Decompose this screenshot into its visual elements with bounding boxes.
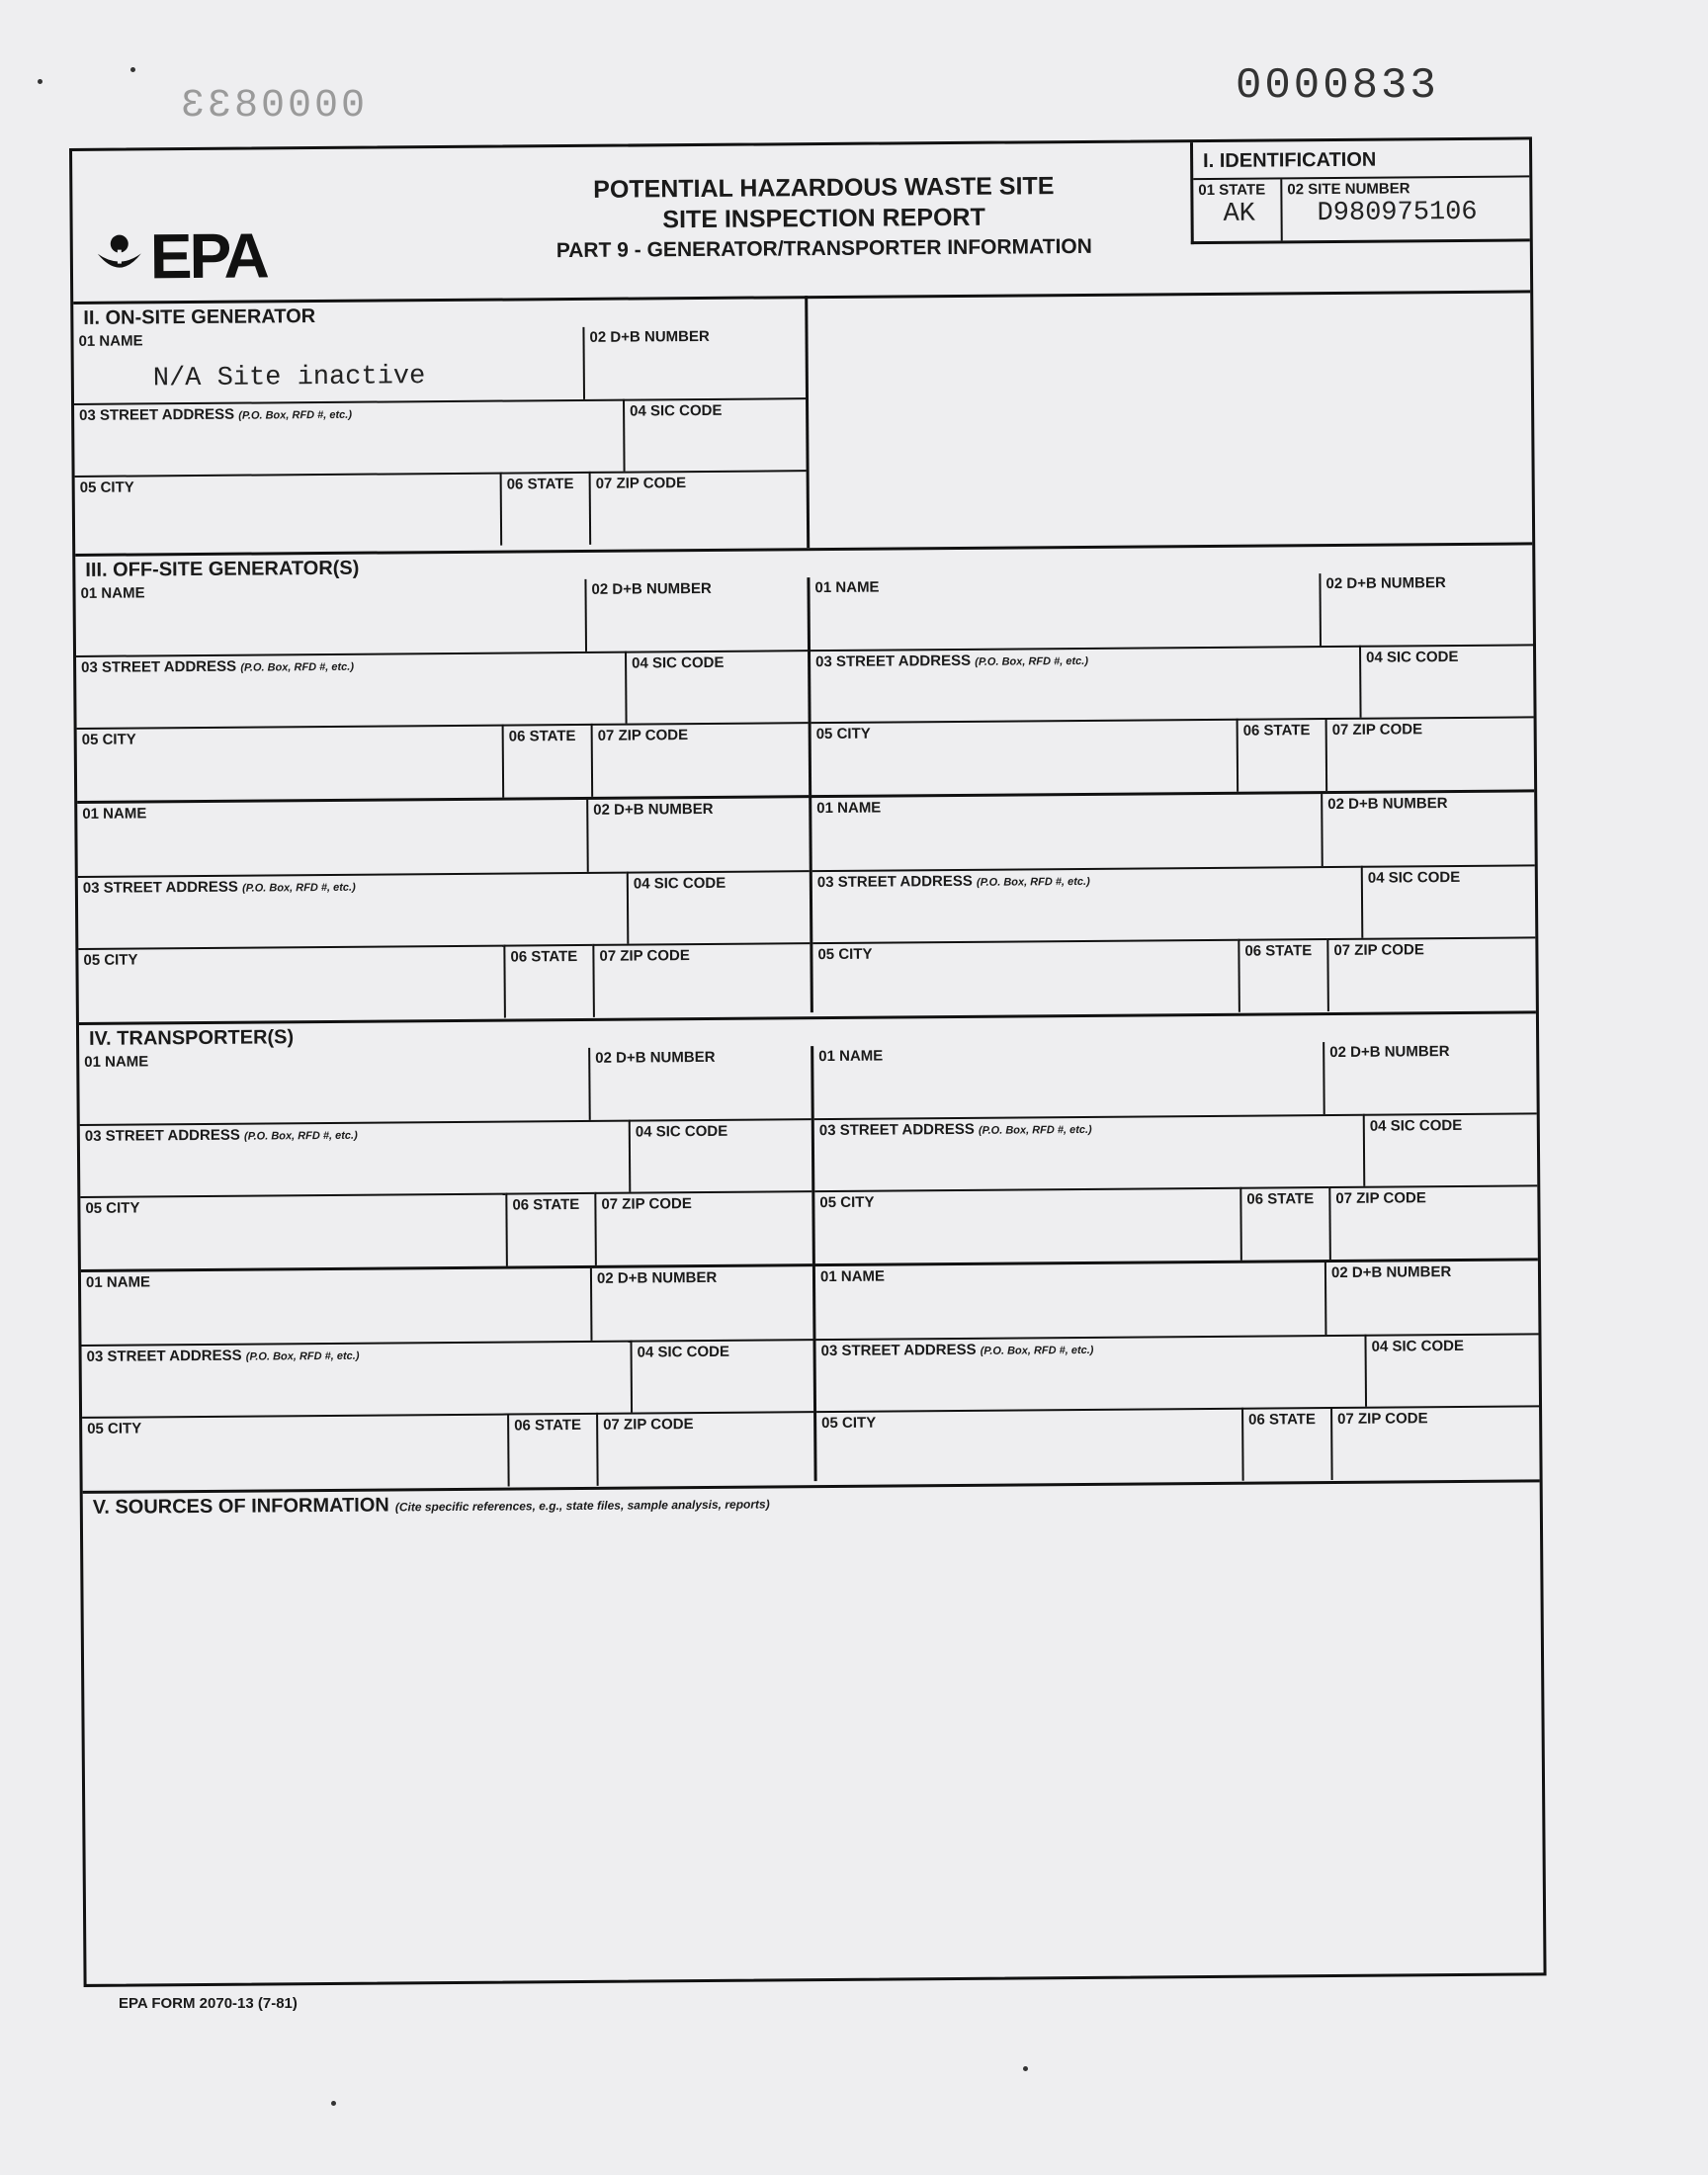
onsite-blank-area <box>805 290 1532 548</box>
city-field[interactable]: 05 CITY <box>82 1414 508 1490</box>
transporter-block <box>811 1040 1538 1263</box>
site-number-label: 02 SITE NUMBER <box>1287 180 1410 199</box>
sic-code-field[interactable]: 04 SIC CODE <box>627 870 811 943</box>
street-address-field[interactable]: 03 STREET ADDRESS (P.O. Box, RFD #, etc.) <box>78 872 628 948</box>
transporter-block <box>79 1046 812 1269</box>
offsite-generator-block <box>809 789 1536 1012</box>
state-field[interactable]: 06 STATE <box>1238 938 1327 1012</box>
zip-code-field[interactable]: 07 ZIP CODE <box>594 1190 812 1265</box>
zip-code-field[interactable]: 07 ZIP CODE <box>589 470 808 545</box>
city-field[interactable]: 05 CITY <box>75 473 501 549</box>
sic-code-field[interactable]: 04 SIC CODE <box>625 650 809 723</box>
transporters-title: IV. TRANSPORTER(S) <box>88 1026 295 1050</box>
name-field[interactable]: 01 NAME <box>80 584 145 602</box>
name-field[interactable]: 01 NAME <box>85 1273 151 1291</box>
name-field[interactable]: 01 NAME <box>816 799 882 818</box>
state-value: AK <box>1223 199 1256 229</box>
dnb-field[interactable]: 02 D+B NUMBER <box>1323 1040 1537 1114</box>
street-address-field[interactable]: 03 STREET ADDRESS (P.O. Box, RFD #, etc.) <box>814 1114 1364 1190</box>
epa-flower-icon <box>95 231 144 281</box>
dnb-field[interactable]: 02 D+B NUMBER <box>586 798 810 872</box>
city-field[interactable]: 05 CITY <box>78 945 504 1021</box>
name-field[interactable]: 01 NAME <box>819 1267 886 1286</box>
faint-mirrored-number: 0000833 <box>178 84 366 129</box>
identification-box <box>1190 139 1530 244</box>
name-field[interactable]: 01 NAME <box>818 1047 884 1066</box>
city-field[interactable]: 05 CITY <box>77 725 503 801</box>
dnb-field[interactable]: 02 D+B NUMBER <box>1319 571 1533 646</box>
street-address-field[interactable]: 03 STREET ADDRESS (P.O. Box, RFD #, etc.) <box>76 652 626 728</box>
sources-of-information-section[interactable] <box>83 1479 1544 1984</box>
state-field[interactable]: 06 STATE <box>1237 718 1326 792</box>
site-number-value: D980975106 <box>1317 197 1478 229</box>
site-number-field[interactable] <box>1282 177 1529 240</box>
onsite-name-value: N/A Site inactive <box>152 362 426 394</box>
offsite-generators-section <box>75 542 1536 1025</box>
speck <box>38 79 43 84</box>
street-address-field[interactable]: 03 STREET ADDRESS (P.O. Box, RFD #, etc.) <box>80 1120 630 1196</box>
offsite-left-column <box>75 577 810 1018</box>
offsite-generator-block <box>77 795 811 1018</box>
dnb-field[interactable]: 02 D+B NUMBER <box>590 1266 813 1341</box>
offsite-right-column <box>807 571 1535 1012</box>
city-field[interactable]: 05 CITY <box>80 1193 506 1269</box>
state-field[interactable]: 06 STATE <box>507 1413 597 1487</box>
epa-logo-text: EPA <box>149 219 267 293</box>
sic-code-field[interactable]: 04 SIC CODE <box>629 1118 812 1191</box>
zip-code-field[interactable]: 07 ZIP CODE <box>1330 1405 1540 1480</box>
zip-code-field[interactable]: 07 ZIP CODE <box>596 1411 814 1486</box>
name-field[interactable]: 01 NAME <box>82 805 147 823</box>
street-address-field[interactable]: 03 STREET ADDRESS (P.O. Box, RFD #, etc.) <box>74 399 624 476</box>
dnb-field[interactable]: 02 D+B NUMBER <box>588 1046 811 1120</box>
sic-code-field[interactable]: 04 SIC CODE <box>630 1339 813 1412</box>
offsite-generator-block <box>75 577 809 801</box>
zip-code-field[interactable]: 07 ZIP CODE <box>1328 1184 1538 1260</box>
form-header <box>72 139 1530 304</box>
city-field[interactable]: 05 CITY <box>812 939 1238 1015</box>
name-field[interactable]: 01 NAME <box>814 578 880 597</box>
state-field[interactable]: 06 STATE <box>500 472 590 546</box>
transporters-section <box>79 1010 1540 1494</box>
transporters-right-column <box>811 1040 1539 1481</box>
city-field[interactable]: 05 CITY <box>814 1187 1240 1263</box>
onsite-generator-block <box>73 325 807 551</box>
dnb-field[interactable]: 02 D+B NUMBER <box>1321 792 1535 866</box>
sources-title: V. SOURCES OF INFORMATION (Cite specific references, e.g., state files, sample analysis, reports) <box>92 1494 770 1519</box>
zip-code-field[interactable]: 07 ZIP CODE <box>591 722 810 797</box>
state-field[interactable]: 06 STATE <box>505 1192 595 1266</box>
offsite-generator-block <box>807 571 1534 795</box>
form-footer: EPA FORM 2070-13 (7-81) <box>119 1995 298 2012</box>
zip-code-field[interactable]: 07 ZIP CODE <box>1325 716 1535 791</box>
name-field[interactable]: 01 NAME N/A Site inactive <box>78 332 426 394</box>
transporter-block <box>812 1258 1540 1481</box>
form-subtitle: SITE INSPECTION REPORT <box>662 203 985 234</box>
onsite-generator-section <box>73 290 1532 557</box>
document-number: 0000833 <box>1236 61 1439 111</box>
state-field[interactable] <box>1193 179 1282 241</box>
zip-code-field[interactable]: 07 ZIP CODE <box>592 942 811 1017</box>
street-address-field[interactable]: 03 STREET ADDRESS (P.O. Box, RFD #, etc.) <box>812 866 1362 942</box>
onsite-generator-title: II. ON-SITE GENERATOR <box>83 305 316 329</box>
zip-code-field[interactable]: 07 ZIP CODE <box>1326 936 1536 1011</box>
epa-logo <box>95 218 267 293</box>
name-field[interactable]: 01 NAME <box>84 1053 149 1071</box>
dnb-field[interactable]: 02 D+B NUMBER <box>1324 1261 1539 1335</box>
sources-subtitle: (Cite specific references, e.g., state files, sample analysis, reports) <box>394 1497 770 1515</box>
form-title-block <box>468 170 1180 267</box>
sic-code-field[interactable]: 04 SIC CODE <box>1361 864 1536 937</box>
street-address-field[interactable]: 03 STREET ADDRESS (P.O. Box, RFD #, etc.) <box>811 646 1360 722</box>
city-field[interactable]: 05 CITY <box>816 1408 1242 1484</box>
street-address-field[interactable]: 03 STREET ADDRESS (P.O. Box, RFD #, etc.) <box>815 1335 1365 1411</box>
epa-form <box>69 136 1547 1987</box>
dnb-field[interactable]: 02 D+B NUMBER <box>584 577 808 652</box>
speck <box>1023 2066 1028 2071</box>
sic-code-field[interactable]: 04 SIC CODE <box>1363 1112 1538 1185</box>
state-field[interactable]: 06 STATE <box>1239 1186 1329 1261</box>
sic-code-field[interactable]: 04 SIC CODE <box>1359 644 1534 717</box>
street-address-field[interactable]: 03 STREET ADDRESS (P.O. Box, RFD #, etc.) <box>82 1341 632 1417</box>
offsite-generators-title: III. OFF-SITE GENERATOR(S) <box>85 557 360 581</box>
dnb-field[interactable]: 02 D+B NUMBER <box>582 325 806 399</box>
sic-code-field[interactable]: 04 SIC CODE <box>623 397 807 471</box>
sic-code-field[interactable]: 04 SIC CODE <box>1364 1333 1539 1406</box>
speck <box>331 2101 336 2106</box>
state-label: 01 STATE <box>1198 181 1266 200</box>
state-field[interactable]: 06 STATE <box>502 724 592 798</box>
transporters-left-column <box>79 1046 813 1487</box>
transporter-block <box>81 1263 814 1487</box>
state-field[interactable]: 06 STATE <box>1241 1407 1331 1481</box>
form-title: POTENTIAL HAZARDOUS WASTE SITE <box>593 172 1055 204</box>
identification-title: I. IDENTIFICATION <box>1193 139 1529 180</box>
city-field[interactable]: 05 CITY <box>811 719 1238 795</box>
form-part-title: PART 9 - GENERATOR/TRANSPORTER INFORMATION <box>555 234 1092 263</box>
speck <box>130 67 135 72</box>
state-field[interactable]: 06 STATE <box>503 944 593 1018</box>
